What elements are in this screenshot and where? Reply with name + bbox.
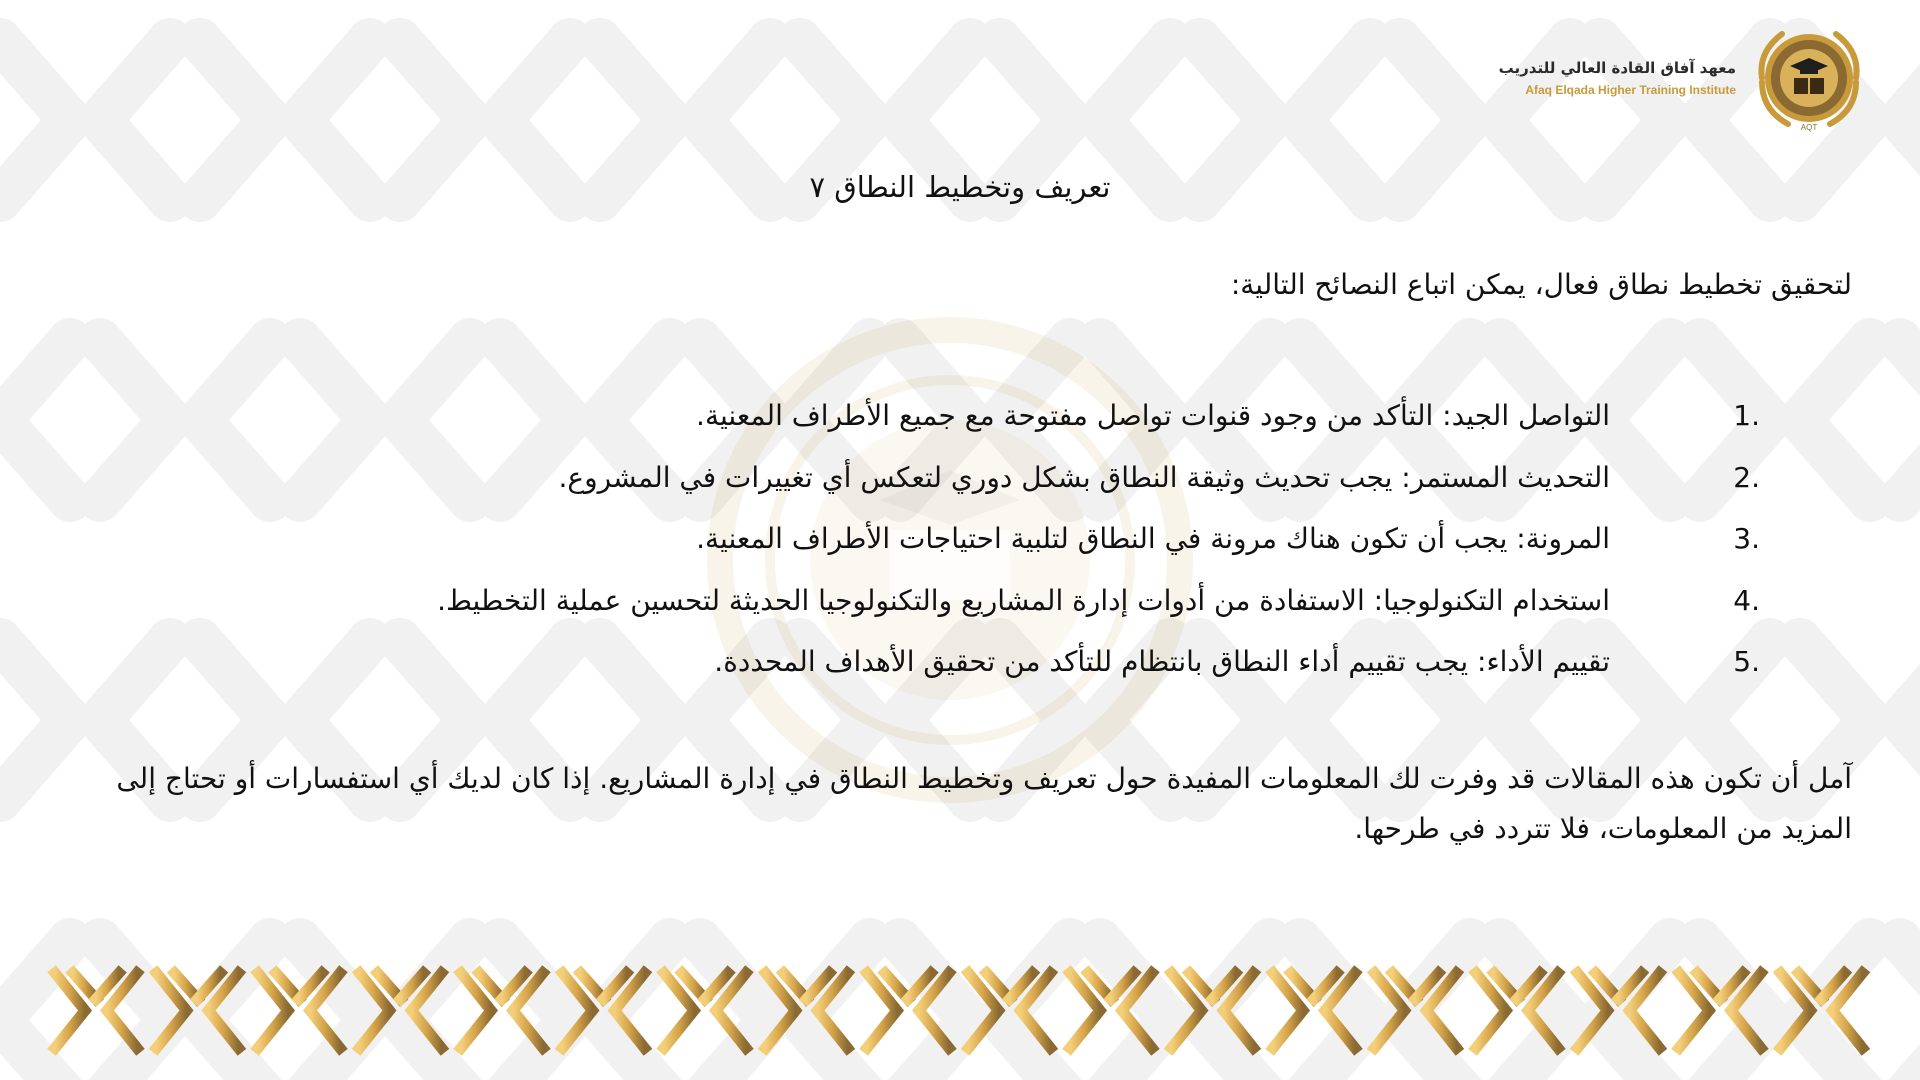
list-item [437,447,1760,509]
seal-mark-text: AQT [1800,123,1818,132]
tips-list [437,385,1760,693]
list-item [437,385,1760,447]
intro-text: لتحقيق تخطيط نطاق فعال، يمكن اتباع النصائح التالية: [1230,268,1852,301]
closing-paragraph: آمل أن تكون هذه المقالات قد وفرت لك المعلومات المفيدة حول تعريف وتخطيط النطاق في إدارة المشاريع. إذا كان لديك أي استفسارات أو تحتاج إلى المزيد من المعلومات، فلا تتردد في طرحها. [116,762,1852,845]
list-item-text: التواصل الجيد: التأكد من وجود قنوات تواصل مفتوحة مع جميع الأطراف المعنية. [696,399,1610,433]
list-item [437,631,1760,693]
list-item-number: 3. [1733,522,1760,556]
institute-name-ar: معهد آفاق القادة العالي للتدريب [1498,59,1736,77]
list-item-number: 5. [1733,645,1760,679]
list-item-text: المرونة: يجب أن تكون هناك مرونة في النطاق لتلبية احتياجات الأطراف المعنية. [696,522,1610,556]
institute-name-en: Afaq Elqada Higher Training Institute [1525,83,1736,97]
list-item-text: التحديث المستمر: يجب تحديث وثيقة النطاق بشكل دوري لتعكس أي تغييرات في المشروع. [558,460,1610,494]
list-item-number: 1. [1733,399,1760,433]
page-title: تعريف وتخطيط النطاق ٧ [809,170,1111,204]
list-item-number: 2. [1733,460,1760,494]
list-item [437,508,1760,570]
list-item-text: تقييم الأداء: يجب تقييم أداء النطاق بانتظام للتأكد من تحقيق الأهداف المحددة. [714,645,1610,679]
list-item [437,570,1760,632]
list-item-text: استخدام التكنولوجيا: الاستفادة من أدوات إدارة المشاريع والتكنولوجيا الحديثة لتحسين عملية التخطيط. [437,583,1610,617]
list-item-number: 4. [1733,583,1760,617]
